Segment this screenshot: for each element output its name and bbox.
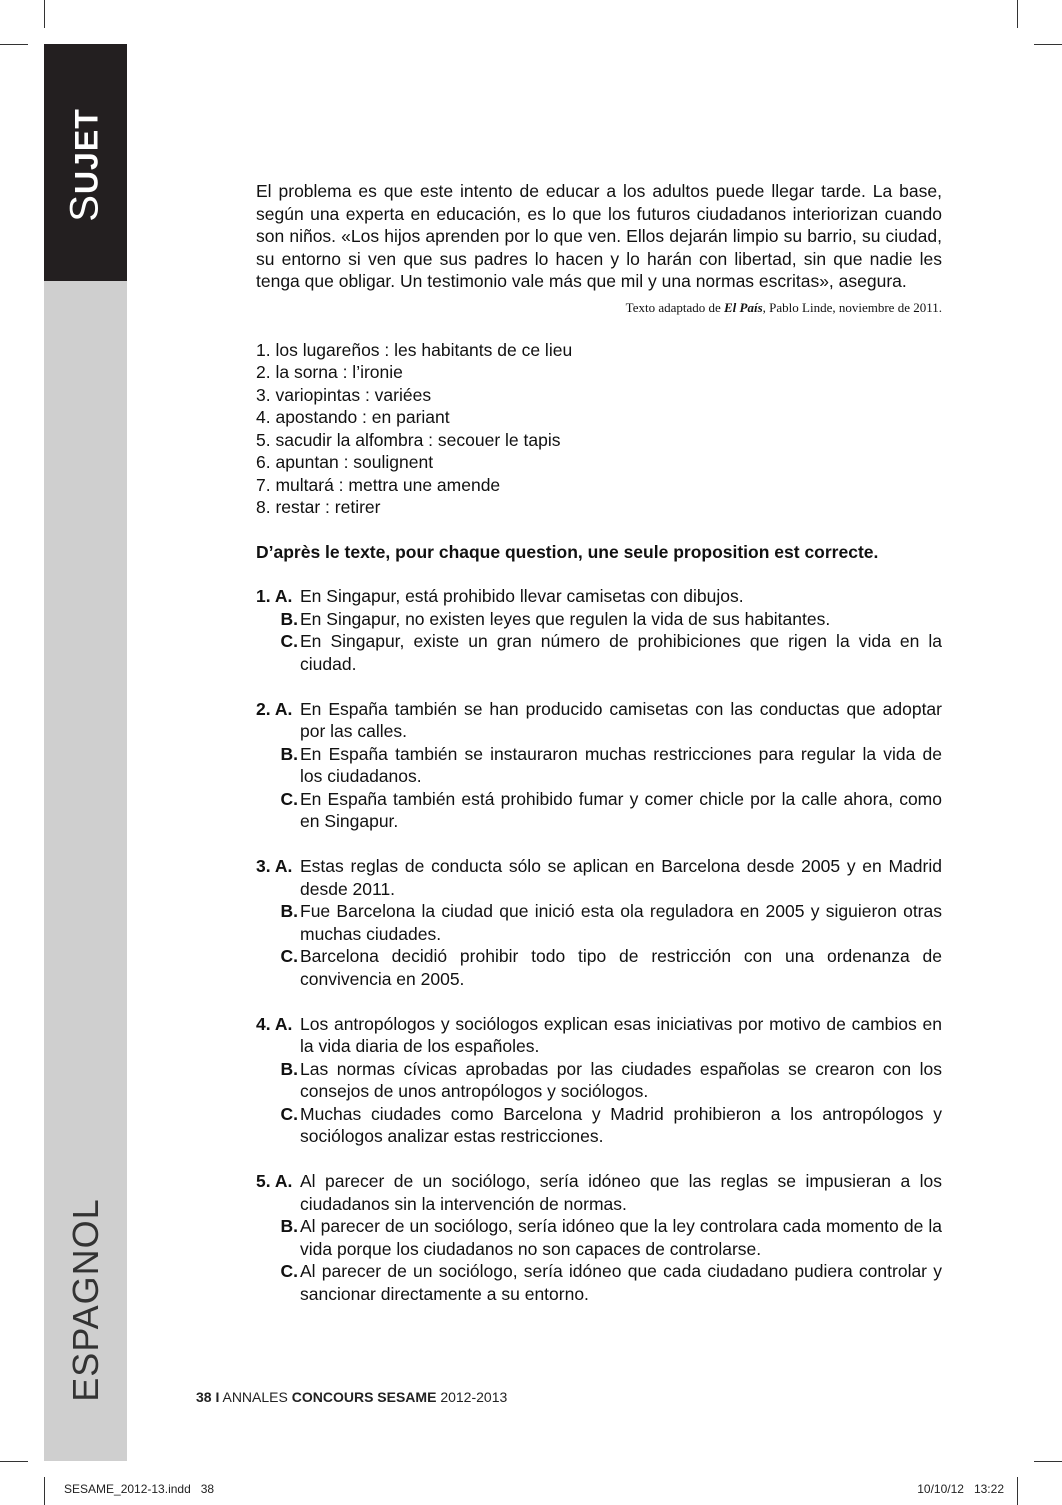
option-label: 5. A. bbox=[256, 1171, 293, 1191]
page-footer bbox=[196, 1389, 507, 1405]
glossary-item: 4. apostando : en pariant bbox=[256, 407, 450, 427]
option-label: B. bbox=[280, 1216, 298, 1236]
section-label-cap: S bbox=[62, 194, 107, 222]
option-text: En España también se instauraron muchas restricciones para regular la vida de los ciudadanos. bbox=[300, 743, 942, 786]
main-content bbox=[256, 180, 942, 1328]
option-text: Muchas ciudades como Barcelona y Madrid prohibieron a los antropólogos y sociólogos analizar estas restricciones. bbox=[300, 1103, 942, 1146]
section-label-rest: UJET bbox=[68, 108, 105, 195]
source-citation bbox=[256, 299, 942, 317]
question-option bbox=[256, 945, 942, 990]
option-label: 2. A. bbox=[256, 698, 293, 719]
option-text: En Singapur, existe un gran número de prohibiciones que rigen la vida en la ciudad. bbox=[300, 631, 942, 674]
footer-annales: ANNALES bbox=[222, 1389, 288, 1405]
question-option bbox=[256, 608, 942, 631]
option-label: B. bbox=[280, 901, 298, 921]
question-option bbox=[256, 630, 942, 675]
glossary-item: 2. la sorna : l’ironie bbox=[256, 362, 403, 382]
question-option bbox=[256, 1260, 942, 1305]
question-option bbox=[256, 1170, 942, 1215]
option-label: C. bbox=[280, 631, 298, 651]
option-text: En Singapur, no existen leyes que regulen la vida de sus habitantes. bbox=[300, 608, 831, 629]
option-label: C. bbox=[280, 946, 298, 966]
question-option bbox=[256, 1215, 942, 1260]
question bbox=[256, 585, 942, 675]
option-text: Al parecer de un sociólogo, sería idóneo que cada ciudadano pudiera controlar y sancionar directamente a su entorno. bbox=[300, 1261, 942, 1304]
intro-paragraph: El problema es que este intento de educar a los adultos puede llegar tarde. La base, según una experta en educación, es lo que los futuros ciudadanos interiorizan cuando son niños. «Los hijos aprenden por lo que ven. Ellos dejarán limpio su barrio, su ciudad, su entorno si ven que sus padres lo hacen y lo harán con libertad, sin que nadie les tenga que obligar. Un testimonio vale más que mil y una normas escritas», asegura. bbox=[256, 181, 942, 291]
subject-label: ESPAGNOL bbox=[65, 1198, 106, 1402]
crop-mark bbox=[1017, 0, 1018, 28]
glossary-item: 1. los lugareños : les habitants de ce lieu bbox=[256, 339, 573, 360]
crop-mark bbox=[44, 1477, 45, 1505]
instruction: D’après le texte, pour chaque question, une seule proposition est correcte. bbox=[256, 541, 879, 562]
question bbox=[256, 1170, 942, 1305]
source-prefix: Texto adaptado de bbox=[625, 299, 725, 315]
crop-mark bbox=[1034, 44, 1062, 45]
question-option bbox=[256, 788, 942, 833]
option-label: 4. A. bbox=[256, 1013, 293, 1034]
question-option bbox=[256, 585, 942, 608]
question-option bbox=[256, 698, 942, 743]
crop-mark bbox=[0, 44, 28, 45]
section-label bbox=[63, 108, 108, 221]
option-text: Fue Barcelona la ciudad que inició esta ola reguladora en 2005 y siguieron otras muchas ciudades. bbox=[300, 901, 942, 944]
option-label: B. bbox=[280, 608, 298, 629]
option-text: Las normas cívicas aprobadas por las ciudades españolas se crearon con los consejos de unos antropólogos y sociólogos. bbox=[300, 1058, 942, 1101]
source-suffix: , Pablo Linde, noviembre de 2011. bbox=[762, 299, 942, 315]
option-label: C. bbox=[280, 1103, 298, 1124]
option-label: B. bbox=[280, 743, 298, 764]
option-label: 1. A. bbox=[256, 586, 293, 606]
question-option bbox=[256, 900, 942, 945]
question bbox=[256, 698, 942, 833]
crop-mark bbox=[1034, 1461, 1062, 1462]
source-publication: El País bbox=[724, 299, 763, 315]
crop-mark bbox=[44, 0, 45, 28]
option-label: 3. A. bbox=[256, 856, 293, 876]
question-option bbox=[256, 1058, 942, 1103]
option-label: B. bbox=[280, 1058, 298, 1079]
crop-mark bbox=[1017, 1477, 1018, 1505]
option-text: Al parecer de un sociólogo, sería idóneo que la ley controlara cada momento de la vida porque los ciudadanos no son capaces de controlarse. bbox=[300, 1216, 942, 1259]
slug-datetime: 10/10/12 13:22 bbox=[917, 1482, 1004, 1496]
question-option bbox=[256, 743, 942, 788]
glossary-item: 6. apuntan : soulignent bbox=[256, 452, 434, 472]
slug-filename: SESAME_2012-13.indd 38 bbox=[64, 1482, 215, 1496]
question-option bbox=[256, 855, 942, 900]
glossary-item: 5. sacudir la alfombra : secouer le tapis bbox=[256, 429, 561, 450]
page-number: 38 bbox=[196, 1389, 212, 1405]
option-label: C. bbox=[280, 1261, 298, 1281]
option-text: Estas reglas de conducta sólo se aplican en Barcelona desde 2005 y en Madrid desde 2011. bbox=[300, 856, 942, 899]
crop-mark bbox=[0, 1461, 28, 1462]
option-label: C. bbox=[280, 788, 298, 809]
glossary bbox=[256, 339, 942, 519]
footer-year: 2012-2013 bbox=[440, 1389, 508, 1405]
footer-concours: CONCOURS SESAME bbox=[291, 1389, 437, 1405]
question-list bbox=[256, 585, 942, 1305]
option-text: En España también está prohibido fumar y comer chicle por la calle ahora, como en Singapur. bbox=[300, 788, 942, 831]
option-text: En España también se han producido camisetas con las conductas que adoptar por las calles. bbox=[300, 698, 942, 741]
glossary-item: 3. variopintas : variées bbox=[256, 384, 432, 405]
option-text: Barcelona decidió prohibir todo tipo de restricción con una ordenanza de convivencia en 2005. bbox=[300, 946, 942, 989]
glossary-item: 8. restar : retirer bbox=[256, 497, 381, 517]
question bbox=[256, 855, 942, 990]
option-text: Los antropólogos y sociólogos explican esas iniciativas por motivo de cambios en la vida diaria de los españoles. bbox=[300, 1013, 942, 1056]
question-option bbox=[256, 1013, 942, 1058]
question-option bbox=[256, 1103, 942, 1148]
question bbox=[256, 1013, 942, 1148]
option-text: Al parecer de un sociólogo, sería idóneo que las reglas se impusieran a los ciudadanos sin la intervención de normas. bbox=[300, 1171, 942, 1214]
glossary-item: 7. multará : mettra une amende bbox=[256, 474, 501, 495]
option-text: En Singapur, está prohibido llevar camisetas con dibujos. bbox=[300, 586, 744, 606]
footer-separator: I bbox=[215, 1389, 220, 1405]
